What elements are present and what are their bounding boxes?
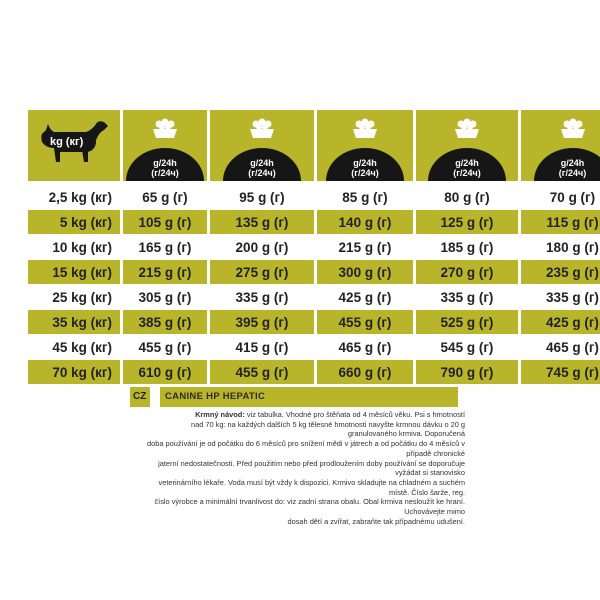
- food-label: g/24h (г/24ч): [151, 158, 179, 178]
- feeding-instructions: [145, 410, 465, 526]
- food-header-1: [123, 110, 207, 181]
- weight-cell: 45 kg (кг): [28, 335, 120, 359]
- amount-cell: 65 g (г): [123, 185, 207, 209]
- food-label: g/24h (г/24ч): [558, 158, 587, 178]
- food-bowl-icon: [247, 116, 277, 142]
- amount-cell: 465 g (г): [317, 335, 413, 359]
- instruction-line: jaterní nedostatečnosti. Před použitím nebo před prodloužením doby používání se doporučuje vyžádat si stanovisko: [158, 458, 465, 478]
- amount-cell: 215 g (г): [317, 235, 413, 259]
- food-bowl-icon: [558, 116, 588, 142]
- country-code: CZ: [133, 391, 147, 402]
- kg-label: kg (кг): [50, 136, 84, 148]
- instruction-line: Krmný návod: viz tabulka. Vhodné pro štěňata od 4 měsíců věku. Psi s hmotností: [195, 410, 465, 419]
- amount-cell: 660 g (г): [317, 360, 413, 384]
- amount-cell: 425 g (г): [521, 310, 600, 334]
- amount-cell: 300 g (г): [317, 260, 413, 284]
- amount-cell: 395 g (г): [210, 310, 314, 334]
- amount-cell: 385 g (г): [123, 310, 207, 334]
- feeding-table: [28, 110, 600, 384]
- amount-cell: 85 g (г): [317, 185, 413, 209]
- amount-cell: 335 g (г): [210, 285, 314, 309]
- amount-cell: 455 g (г): [210, 360, 314, 384]
- weight-cell: 5 kg (кг): [28, 210, 120, 234]
- weight-cell: 15 kg (кг): [28, 260, 120, 284]
- weight-cell: 10 kg (кг): [28, 235, 120, 259]
- weight-cell: 2,5 kg (кг): [28, 185, 120, 209]
- food-bowl-icon: [150, 116, 180, 142]
- food-header-5: [521, 110, 600, 181]
- amount-cell: 335 g (г): [521, 285, 600, 309]
- amount-cell: 455 g (г): [123, 335, 207, 359]
- food-bowl-icon: [452, 116, 482, 142]
- weight-cell: 25 kg (кг): [28, 285, 120, 309]
- food-header-4: [416, 110, 518, 181]
- amount-cell: 165 g (г): [123, 235, 207, 259]
- amount-cell: 525 g (г): [416, 310, 518, 334]
- amount-cell: 185 g (г): [416, 235, 518, 259]
- food-bowl-icon: [350, 116, 380, 142]
- amount-cell: 200 g (г): [210, 235, 314, 259]
- amount-cell: 95 g (г): [210, 185, 314, 209]
- amount-cell: 335 g (г): [416, 285, 518, 309]
- amount-cell: 115 g (г): [521, 210, 600, 234]
- amount-cell: 305 g (г): [123, 285, 207, 309]
- amount-cell: 610 g (г): [123, 360, 207, 384]
- food-label: g/24h (г/24ч): [351, 158, 379, 178]
- amount-cell: 80 g (г): [416, 185, 518, 209]
- instruction-line: dosah dětí a zvířat, zabraňte tak případnému udušení.: [287, 516, 465, 526]
- amount-cell: 70 g (г): [521, 185, 600, 209]
- amount-cell: 455 g (г): [317, 310, 413, 334]
- product-name: CANINE HP HEPATIC: [165, 391, 266, 402]
- instruction-line: číslo výrobce a minimální trvanlivost do: viz zadní strana obalu. Obal krmiva nesloužít ke hraní. Uchovávejte mimo: [154, 497, 465, 517]
- amount-cell: 105 g (г): [123, 210, 207, 234]
- amount-cell: 415 g (г): [210, 335, 314, 359]
- food-header-3: [317, 110, 413, 181]
- amount-cell: 180 g (г): [521, 235, 600, 259]
- instruction-line: veterinárního lékaře. Voda musí být vždy k dispozici. Krmivo skladujte na chladném a suchém místě. Číslo šarže, reg.: [158, 477, 465, 497]
- amount-cell: 465 g (г): [521, 335, 600, 359]
- amount-cell: 275 g (г): [210, 260, 314, 284]
- amount-cell: 545 g (г): [416, 335, 518, 359]
- amount-cell: 140 g (г): [317, 210, 413, 234]
- amount-cell: 135 g (г): [210, 210, 314, 234]
- food-header-2: [210, 110, 314, 181]
- food-label: g/24h (г/24ч): [453, 158, 481, 178]
- amount-cell: 235 g (г): [521, 260, 600, 284]
- amount-cell: 125 g (г): [416, 210, 518, 234]
- instruction-line: nad 70 kg: na každých dalších 5 kg tělesné hmotnosti navyšte krmnou dávku o 20 g granulovaného krmiva. Doporučená: [190, 419, 465, 439]
- instruction-line: doba používání je od počátku do 6 měsíců pro snížení mědi v játrech a od počátku do 4 měsíců v případě chronické: [147, 439, 465, 458]
- weight-cell: 35 kg (кг): [28, 310, 120, 334]
- weight-header: [28, 110, 120, 181]
- amount-cell: 425 g (г): [317, 285, 413, 309]
- amount-cell: 790 g (г): [416, 360, 518, 384]
- amount-cell: 215 g (г): [123, 260, 207, 284]
- weight-cell: 70 kg (кг): [28, 360, 120, 384]
- amount-cell: 745 g (г): [521, 360, 600, 384]
- amount-cell: 270 g (г): [416, 260, 518, 284]
- food-label: g/24h (г/24ч): [248, 158, 276, 178]
